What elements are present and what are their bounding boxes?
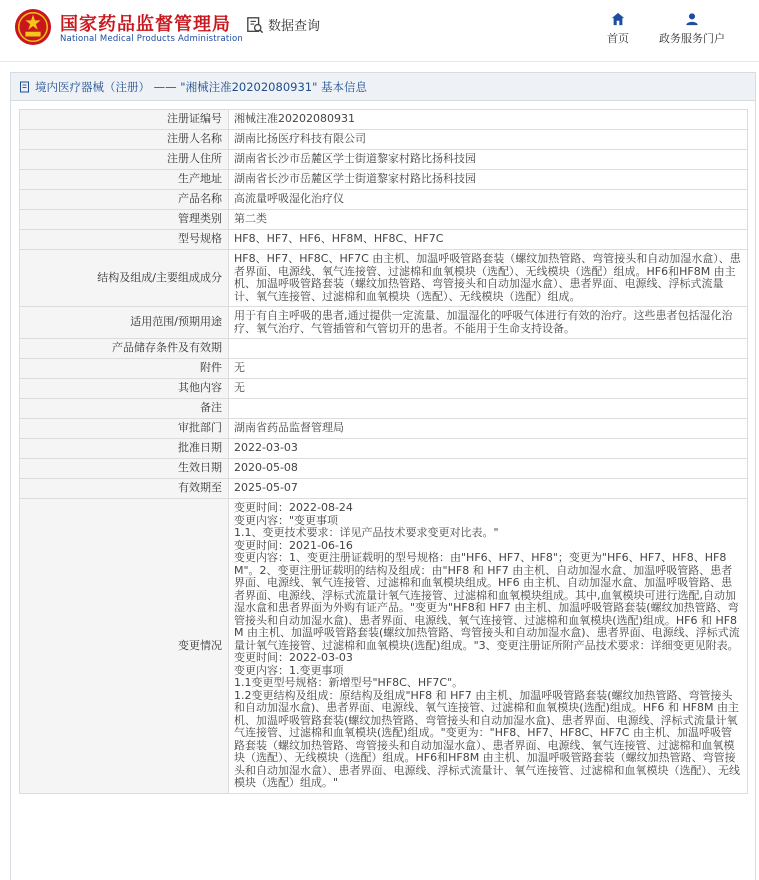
- row-value: 湘械注准20202080931: [229, 110, 748, 130]
- row-label: 注册人名称: [20, 130, 229, 150]
- row-label: 生效日期: [20, 459, 229, 479]
- site-title[interactable]: 国家药品监督管理局: [60, 14, 231, 35]
- row-label: 型号规格: [20, 230, 229, 250]
- table-row: [20, 399, 748, 419]
- row-label: 其他内容: [20, 379, 229, 399]
- row-value: 2025-05-07: [229, 479, 748, 499]
- site-subtitle: National Medical Products Administration: [60, 34, 243, 44]
- data-query-label: 数据查询: [268, 19, 321, 34]
- document-icon: [19, 81, 31, 93]
- table-row: [20, 210, 748, 230]
- table-row: [20, 439, 748, 459]
- row-value: 湖南省长沙市岳麓区学士街道黎家村路比扬科技园: [229, 150, 748, 170]
- row-label: 附件: [20, 359, 229, 379]
- row-label: 有效期至: [20, 479, 229, 499]
- table-row: [20, 359, 748, 379]
- row-value: 2020-05-08: [229, 459, 748, 479]
- site-header: [0, 0, 759, 62]
- table-row: [20, 130, 748, 150]
- table-row: [20, 307, 748, 339]
- row-label: 注册人住所: [20, 150, 229, 170]
- row-value: [229, 339, 748, 359]
- table-row: [20, 230, 748, 250]
- detail-panel: [10, 72, 756, 880]
- user-icon: [685, 12, 699, 26]
- row-label: 变更情况: [20, 499, 229, 794]
- row-value: 无: [229, 359, 748, 379]
- row-label: 备注: [20, 399, 229, 419]
- table-row: [20, 459, 748, 479]
- row-value: [229, 399, 748, 419]
- nav-service-portal[interactable]: [659, 12, 725, 46]
- row-value: 湖南比扬医疗科技有限公司: [229, 130, 748, 150]
- row-value: 湖南省药品监督管理局: [229, 419, 748, 439]
- row-label: 产品名称: [20, 190, 229, 210]
- row-value: 第二类: [229, 210, 748, 230]
- row-value: 无: [229, 379, 748, 399]
- table-row: [20, 250, 748, 307]
- table-row: [20, 499, 748, 794]
- row-label: 结构及组成/主要组成成分: [20, 250, 229, 307]
- nav-home[interactable]: [607, 12, 629, 46]
- panel-title-text: 境内医疗器械（注册） —— "湘械注准20202080931" 基本信息: [35, 79, 368, 94]
- table-row: [20, 170, 748, 190]
- row-value: 2022-03-03: [229, 439, 748, 459]
- row-label: 管理类别: [20, 210, 229, 230]
- national-emblem-icon[interactable]: [14, 8, 52, 46]
- table-row: [20, 110, 748, 130]
- row-value: 高流量呼吸湿化治疗仪: [229, 190, 748, 210]
- table-row: [20, 339, 748, 359]
- table-row: [20, 379, 748, 399]
- nav-service-portal-label: 政务服务门户: [659, 32, 725, 45]
- data-query-link[interactable]: [246, 15, 320, 34]
- table-row: [20, 419, 748, 439]
- row-label: 适用范围/预期用途: [20, 307, 229, 339]
- row-label: 注册证编号: [20, 110, 229, 130]
- data-query-icon: [246, 16, 264, 34]
- row-label: 产品储存条件及有效期: [20, 339, 229, 359]
- nav-home-label: 首页: [607, 32, 629, 45]
- row-value: HF8、HF7、HF8C、HF7C 由主机、加温呼吸管路套装（螺纹加热管路、弯管接头和自动加湿水盒）、患者界面、电源线、氧气连接管、过滤棉和血氧模块（选配）、无线模块（选配）组成。HF6和HF8M 由主机、加温呼吸管路套装（螺纹加热管路、弯管接头和自动加湿水盒）、患者界面、电源线、浮标式流量计、氧气连接管、过滤棉和血氧模块（选配）、无线模块（选配）组成。: [229, 250, 748, 307]
- row-value: HF8、HF7、HF6、HF8M、HF8C、HF7C: [229, 230, 748, 250]
- row-value: 湖南省长沙市岳麓区学士街道黎家村路比扬科技园: [229, 170, 748, 190]
- row-label: 批准日期: [20, 439, 229, 459]
- row-label: 审批部门: [20, 419, 229, 439]
- row-label: 生产地址: [20, 170, 229, 190]
- table-row: [20, 150, 748, 170]
- home-icon: [611, 12, 625, 26]
- row-value: 用于有自主呼吸的患者,通过提供一定流量、加温湿化的呼吸气体进行有效的治疗。这些患者包括湿化治疗、氧气治疗、气管插管和气管切开的患者。不能用于生命支持设备。: [229, 307, 748, 339]
- info-table: [19, 109, 748, 794]
- panel-title: [11, 73, 755, 101]
- table-row: [20, 190, 748, 210]
- table-row: [20, 479, 748, 499]
- row-value: 变更时间：2022-08-24 变更内容："变更事项 1.1、变更技术要求：详见产品技术要求变更对比表。" 变更时间：2021-06-16 变更内容：1、变更注册证载明的型号规格：由"HF6、HF7、HF8"；变更为"HF6、HF7、HF8、HF8M"。2、变更注册证载明的结构及组成：由"HF8 和 HF7 由主机、自动加湿水盒、加温呼吸管路、患者界面、电源线、氧气连接管、过滤棉和血氧模块组成。HF6 由主机、自动加湿水盒、加温呼吸管路、患者界面、电源线、浮标式流量计氧气连接管、过滤棉和血氧模块组成。其中,血氧模块可进行选配,自动加湿水盒和患者界面为外购有证产品。"变更为"HF8和 HF7 由主机、加温呼吸管路套装(螺纹加热管路、弯管接头和自动加湿水盒)、患者界面、电源线、氧气连接管、过滤棉和血氧模块(选配)组成。HF6 和 HF8M 由主机、加温呼吸管路套装(螺纹加热管路、弯管接头和自动加湿水盒)、患者界面、电源线、浮标式流量计氧气连接管、过滤棉和血氧模块(选配)组成。"3、变更注册证所附产品技术要求：详细变更见附表。 变更时间：2022-03-03 变更内容：1.变更事项 1.1变更型号规格：新增型号"HF8C、HF7C"。 1.2变更结构及组成：原结构及组成"HF8 和 HF7 由主机、加温呼吸管路套装(螺纹加热管路、弯管接头和自动加湿水盒)、患者界面、电源线、氧气连接管、过滤棉和血氧模块(选配)组成。HF6 和 HF8M 由主机、加温呼吸管路套装(螺纹加热管路、弯管接头和自动加湿水盒)、患者界面、电源线、浮标式流量计氧气连接管、过滤棉和血氧模块(选配)组成。"变更为："HF8、HF7、HF8C、HF7C 由主机、加温呼吸管路套装（螺纹加热管路、弯管接头和自动加湿水盒）、患者界面、电源线、氧气连接管、过滤棉和血氧模块（选配）、无线模块（选配）组成。HF6和HF8M 由主机、加温呼吸管路套装（螺纹加热管路、弯管接头和自动加湿水盒）、患者界面、电源线、浮标式流量计、氧气连接管、过滤棉和血氧模块（选配）、无线模块（选配）组成。": [229, 499, 748, 794]
